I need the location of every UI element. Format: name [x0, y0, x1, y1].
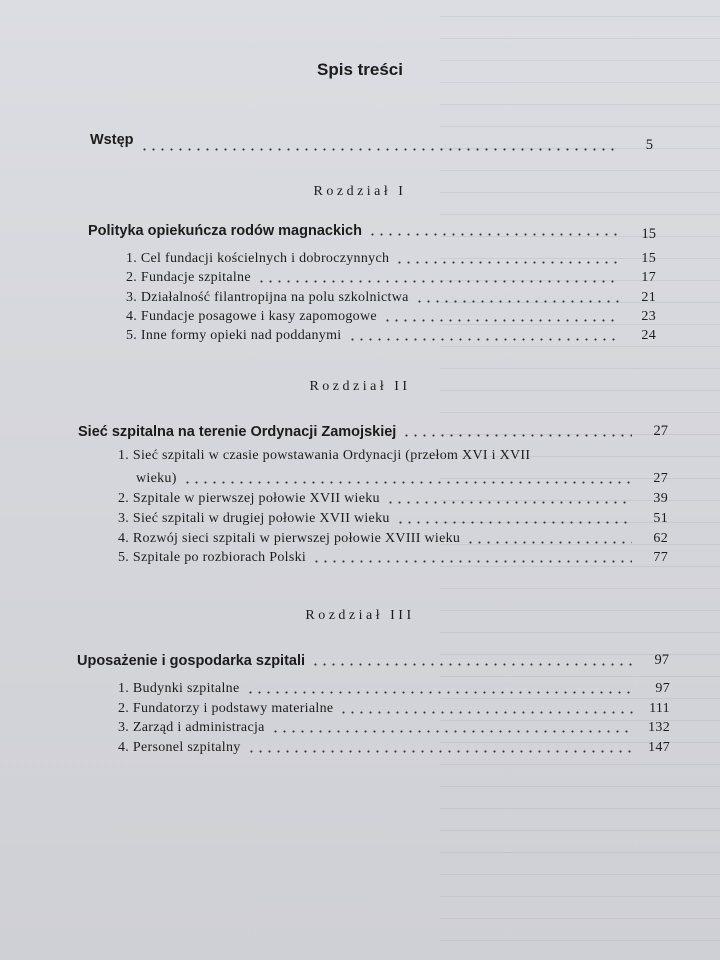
toc-page-number: 15	[641, 251, 656, 266]
dot-leader	[246, 691, 635, 694]
toc-item-label: 5. Szpitale po rozbiorach Polski	[118, 550, 307, 565]
toc-item-label: 4. Rozwój sieci szpitali w pierwszej połowie XVIII wieku	[118, 531, 461, 546]
toc-item-label: 3. Zarząd i administracja	[118, 720, 265, 735]
dot-leader	[386, 501, 632, 504]
toc-chapter-title-3	[77, 649, 669, 669]
toc-item	[118, 677, 670, 697]
toc-item-label: 2. Szpitale w pierwszej połowie XVII wieku	[118, 491, 380, 506]
toc-page-number: 147	[648, 740, 670, 755]
dot-leader	[140, 148, 618, 151]
toc-entry-label: Sieć szpitalna na terenie Ordynacji Zamojskiej	[78, 424, 397, 440]
toc-page-number: 97	[654, 652, 669, 668]
dot-leader	[312, 560, 632, 563]
dot-leader	[368, 233, 620, 236]
dot-leader	[348, 338, 621, 341]
toc-item-label: 5. Inne formy opieki nad poddanymi	[126, 328, 342, 343]
toc-page-number: 132	[648, 720, 670, 735]
toc-item	[118, 527, 668, 547]
toc-entry-intro	[90, 128, 653, 153]
toc-item-label-continued: wieku)	[136, 471, 177, 486]
page-title: Spis treści	[317, 60, 403, 79]
dot-leader	[466, 541, 632, 544]
chapter-heading-3: Rozdział III	[305, 608, 415, 623]
toc-item-label: 1. Budynki szpitalne	[118, 681, 240, 696]
toc-page-number: 111	[649, 701, 670, 716]
dot-leader	[247, 750, 634, 753]
toc-item	[126, 324, 656, 344]
toc-page-number: 97	[655, 681, 670, 696]
dot-leader	[257, 280, 620, 283]
dot-leader	[339, 711, 634, 714]
dot-leader	[383, 319, 620, 322]
toc-item	[126, 247, 656, 267]
dot-leader	[311, 663, 633, 666]
toc-chapter-title-2	[78, 420, 668, 440]
toc-item	[118, 507, 668, 527]
dot-leader	[396, 521, 632, 524]
dot-leader	[402, 434, 632, 437]
dot-leader	[395, 261, 620, 264]
toc-page-number: 24	[641, 328, 656, 343]
toc-item-label: 4. Fundacje posagowe i kasy zapomogowe	[126, 309, 377, 324]
toc-page-number: 21	[641, 290, 656, 305]
toc-chapter-title-1	[88, 219, 656, 242]
toc-item	[126, 305, 656, 325]
toc-item	[136, 467, 668, 487]
toc-item	[126, 266, 656, 286]
toc-item-label: 2. Fundatorzy i podstawy materialne	[118, 701, 334, 716]
toc-item-label: 3. Sieć szpitali w drugiej połowie XVII wieku	[118, 511, 390, 526]
toc-page-number: 27	[653, 423, 668, 439]
dot-leader	[183, 481, 632, 484]
toc-item	[118, 487, 668, 507]
toc-item	[118, 736, 670, 756]
chapter-heading-2: Rozdział II	[309, 379, 411, 394]
toc-page-number: 51	[653, 511, 668, 526]
toc-page-number: 62	[653, 531, 668, 546]
toc-page-number: 5	[645, 137, 653, 153]
toc-item-label: 4. Personel szpitalny	[118, 740, 241, 755]
toc-entry-label: Wstęp	[90, 132, 134, 148]
toc-item	[118, 716, 670, 736]
toc-entry-label: Uposażenie i gospodarka szpitali	[77, 653, 306, 669]
toc-page-number: 77	[653, 550, 668, 565]
dot-leader	[271, 730, 634, 733]
toc-page-number: 17	[641, 270, 656, 285]
toc-item-label: 2. Fundacje szpitalne	[126, 270, 251, 285]
chapter-heading-1: Rozdział I	[313, 184, 407, 199]
toc-page-number: 15	[641, 226, 656, 242]
toc-item	[118, 697, 670, 717]
toc-page-number: 27	[653, 471, 668, 486]
toc-page-number: 39	[653, 491, 668, 506]
toc-item-label: 1. Cel fundacji kościelnych i dobroczynnych	[126, 251, 390, 266]
toc-entry-label: Polityka opiekuńcza rodów magnackich	[88, 223, 362, 239]
toc-item	[126, 286, 656, 306]
toc-item-label: 3. Działalność filantropijna na polu szkolnictwa	[126, 290, 409, 305]
toc-item-label: 1. Sieć szpitali w czasie powstawania Ordynacji (przełom XVI i XVII	[118, 448, 531, 463]
toc-page-number: 23	[641, 309, 656, 324]
dot-leader	[415, 300, 620, 303]
toc-item	[118, 546, 668, 566]
